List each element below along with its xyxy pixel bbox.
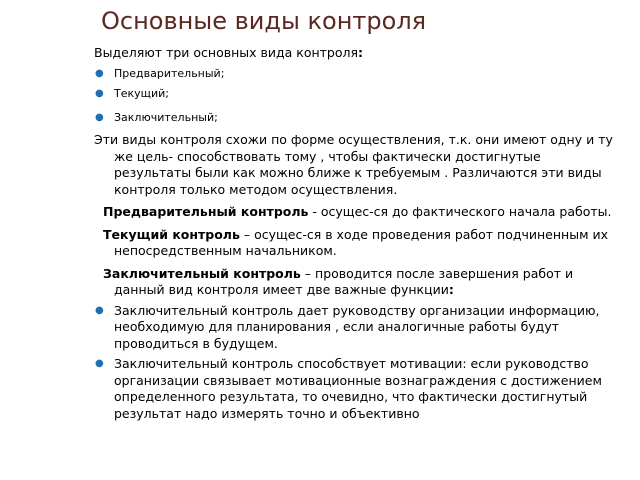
list-item	[94, 110, 614, 127]
intro-colon: :	[358, 45, 364, 60]
similarity-paragraph: Эти виды контроля схожи по форме осуществления, т.к. они имеют одну и ту же цель- способствовать тому , чтобы фактически достигнутые результаты были как можно ближе к требуемым . Различаются эти виды контроля только методом осуществления.	[94, 132, 613, 197]
preliminary-desc: - осущес-ся до фактического начала работы.	[308, 204, 612, 219]
list-item	[94, 356, 614, 422]
current-paragraph	[94, 227, 614, 260]
current-desc: – осущес-ся в ходе проведения работ подчиненным их непосредственным начальником.	[114, 226, 609, 258]
current-term: Текущий контроль	[103, 226, 240, 242]
bullet-icon: ●	[95, 88, 104, 99]
bullet-icon: ●	[95, 111, 104, 123]
final-colon: :	[448, 282, 454, 297]
bullet-icon: ●	[95, 304, 104, 316]
bullet-icon: ●	[95, 358, 104, 369]
bullet-icon: ●	[95, 67, 104, 79]
type-item: Заключительный;	[114, 110, 218, 124]
function-item: Заключительный контроль дает руководству организации информацию, необходимую для планирования , если аналогичные работы будут проводиться в будущем.	[114, 302, 600, 351]
preliminary-term: Предварительный контроль	[103, 204, 309, 219]
final-term: Заключительный контроль	[103, 265, 301, 281]
intro-text: Выделяют три основных вида контроля	[94, 45, 359, 60]
type-item: Предварительный;	[114, 66, 225, 80]
preliminary-paragraph	[94, 204, 614, 221]
list-item	[94, 303, 614, 353]
list-item	[94, 66, 614, 83]
type-item: Текущий;	[114, 87, 170, 100]
final-paragraph	[94, 266, 614, 299]
slide-body	[94, 45, 614, 422]
list-item	[94, 86, 614, 103]
intro-line	[94, 45, 614, 62]
page-title: Основные виды контроля	[101, 7, 427, 35]
final-desc: – проводится после завершения работ и данный вид контроля имеет две важные функции	[114, 265, 574, 297]
function-item: Заключительный контроль способствует мотивации: если руководство организации связывает мотивационные вознаграждения с достижением определенного результата, то очевидно, что фактически достигнутый результат надо измерять точно и объективно	[114, 356, 602, 421]
